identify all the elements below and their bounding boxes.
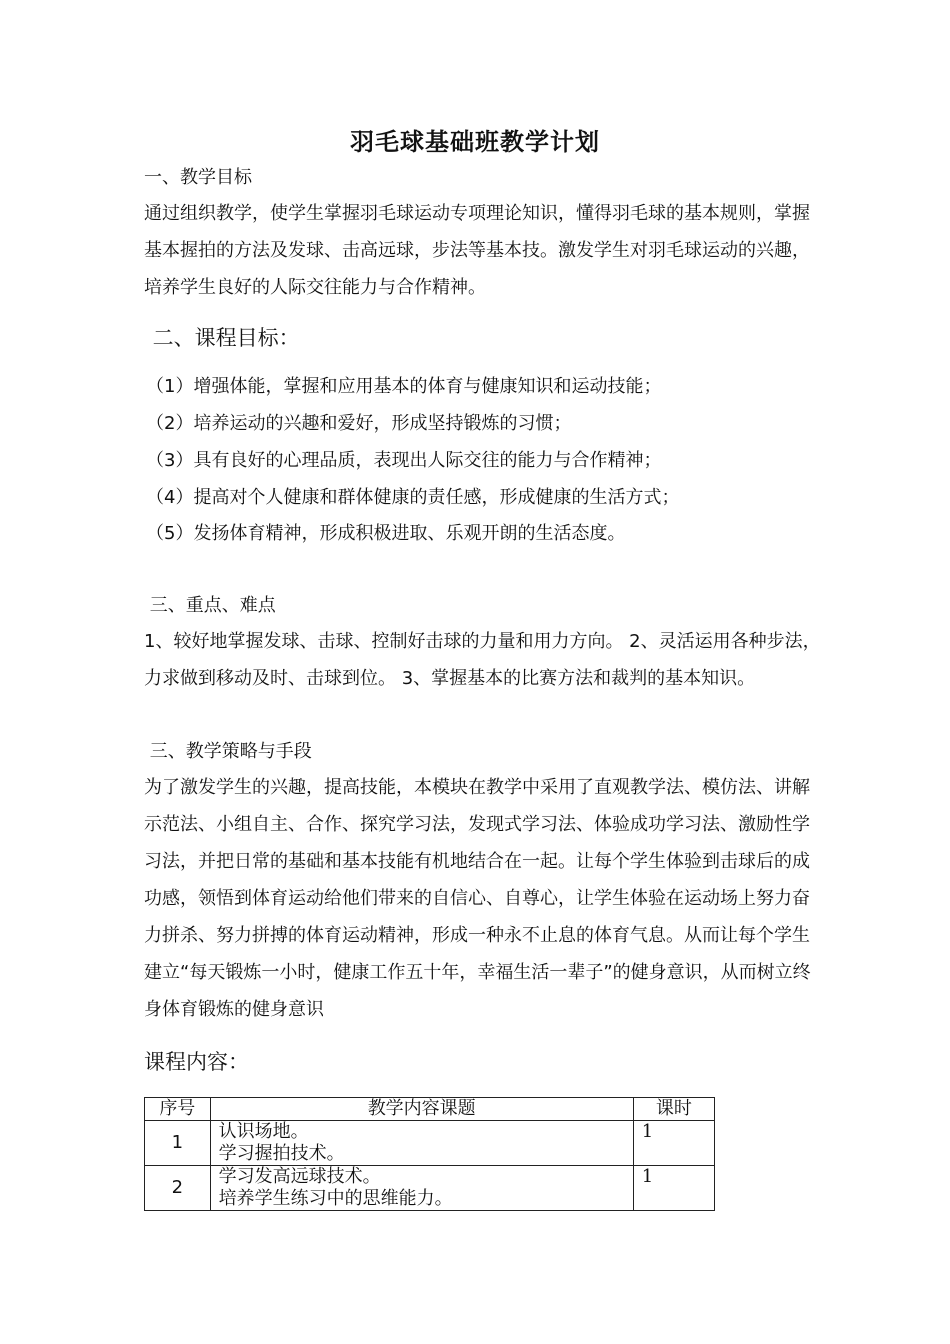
table-header-row bbox=[145, 1098, 715, 1121]
row-topic bbox=[210, 1121, 633, 1166]
section-heading-strategies: 三、教学策略与手段 bbox=[144, 741, 312, 762]
header-index: 序号 bbox=[145, 1098, 211, 1121]
topic-line: 培养学生练习中的思维能力。 bbox=[218, 1188, 453, 1209]
row-index: 2 bbox=[145, 1166, 211, 1211]
course-goal-item: （5）发扬体育精神，形成积极进取、乐观开朗的生活态度。 bbox=[146, 523, 626, 544]
key-points-paragraph: 1、较好地掌握发球、击球、控制好击球的力量和用力方向。 2、灵活运用各种步法，力求做到移动及时、击球到位。 3、掌握基本的比赛方法和裁判的基本知识。 bbox=[144, 631, 821, 689]
course-goal-item: （3）具有良好的心理品质，表现出人际交往的能力与合作精神； bbox=[146, 450, 662, 471]
row-index: 1 bbox=[145, 1121, 211, 1166]
page-title: 羽毛球基础班教学计划 bbox=[350, 128, 600, 156]
header-topic: 教学内容课题 bbox=[210, 1098, 633, 1121]
row-hours: 1 bbox=[633, 1121, 714, 1166]
strategies-paragraph: 为了激发学生的兴趣，提高技能，本模块在教学中采用了直观教学法、模仿法、讲解示范法、小组自主、合作、探究学习法，发现式学习法、体验成功学习法、激励性学习法，并把日常的基础和基本技能有机地结合在一起。让每个学生体验到击球后的成功感，领悟到体育运动给他们带来的自信心、自尊心，让学生体验在运动场上努力奋力拼杀、努力拼搏的体育运动精神，形成一种永不止息的体育气息。从而让每个学生建立“每天锻炼一小时，健康工作五十年，幸福生活一辈子”的健身意识，从而树立终身体育锻炼的健身意识 bbox=[144, 777, 811, 1020]
row-hours: 1 bbox=[633, 1166, 714, 1211]
course-content-table bbox=[144, 1097, 715, 1211]
topic-line: 学习发高远球技术。 bbox=[218, 1166, 381, 1187]
section-heading-course-goals: 二、课程目标： bbox=[146, 326, 300, 350]
teaching-goals-paragraph: 通过组织教学，使学生掌握羽毛球运动专项理论知识，懂得羽毛球的基本规则，掌握基本握拍的方法及发球、击高远球，步法等基本技。激发学生对羽毛球运动的兴趣，培养学生良好的人际交往能力与合作精神。 bbox=[144, 203, 810, 298]
table-row bbox=[145, 1121, 715, 1166]
course-goal-item: （4）提高对个人健康和群体健康的责任感，形成健康的生活方式； bbox=[146, 487, 680, 508]
section-heading-course-content: 课程内容： bbox=[144, 1050, 249, 1074]
section-heading-teaching-goals: 一、教学目标 bbox=[144, 167, 252, 188]
topic-line: 认识场地。 bbox=[218, 1121, 309, 1142]
section-heading-key-points: 三、重点、难点 bbox=[144, 595, 276, 616]
table-row bbox=[145, 1166, 715, 1211]
row-topic bbox=[210, 1166, 633, 1211]
course-goal-item: （1）增强体能，掌握和应用基本的体育与健康知识和运动技能； bbox=[146, 376, 662, 397]
topic-line: 学习握拍技术。 bbox=[218, 1143, 345, 1164]
header-hours: 课时 bbox=[633, 1098, 714, 1121]
course-goal-item: （2）培养运动的兴趣和爱好，形成坚持锻炼的习惯； bbox=[146, 413, 572, 434]
